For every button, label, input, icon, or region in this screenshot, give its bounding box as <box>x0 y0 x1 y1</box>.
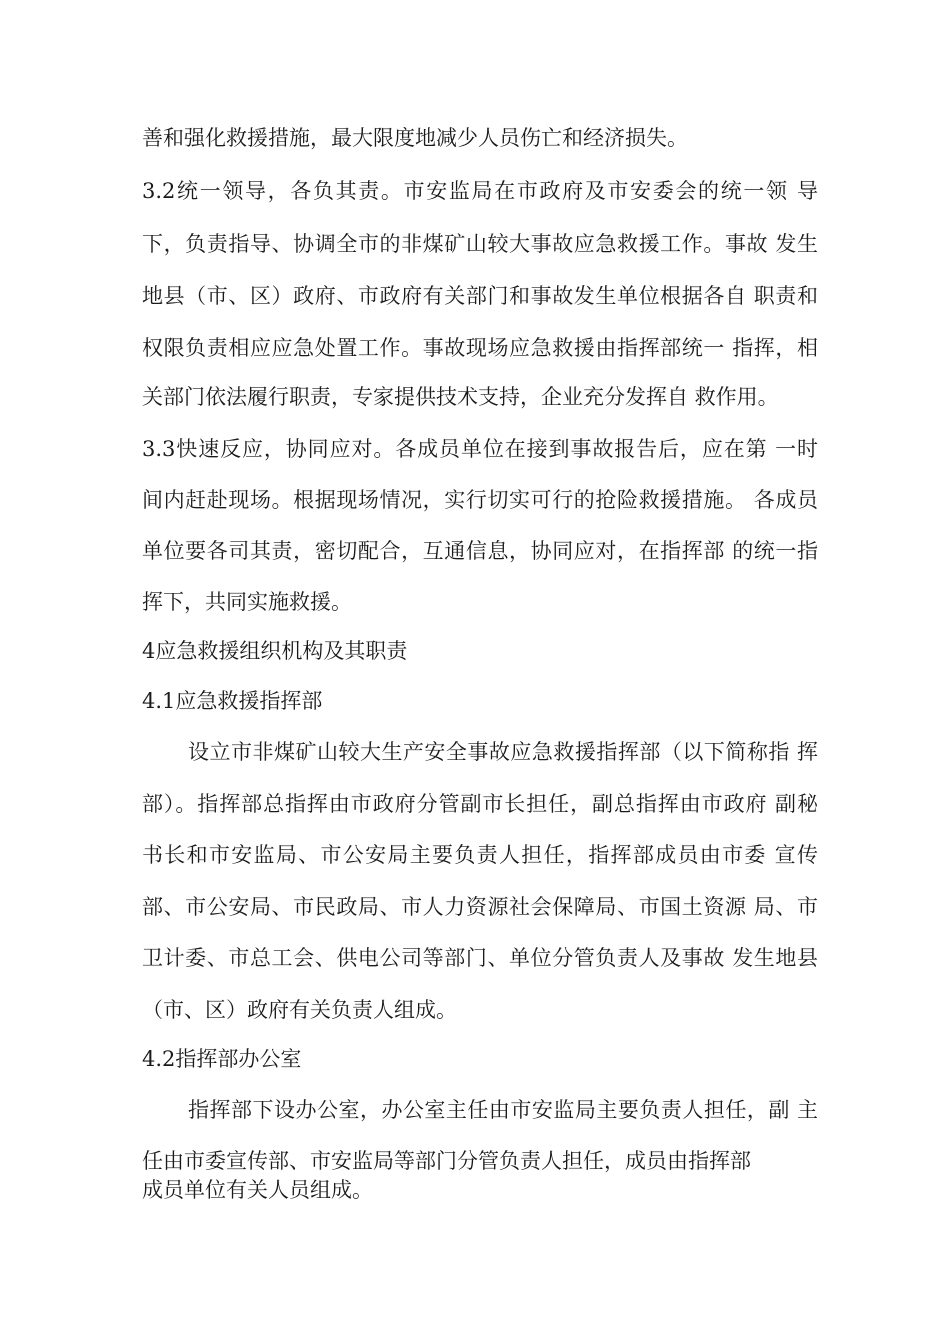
text-line: 3.3快速反应，协同应对。各成员单位在接到事故报告后，应在第 一时 <box>142 437 818 461</box>
text-line: 部、市公安局、市民政局、市人力资源社会保障局、市国土资源 局、市 <box>142 895 818 919</box>
subsection-heading: 4.1应急救援指挥部 <box>142 689 323 713</box>
text-line: 挥下，共同实施救援。 <box>142 590 352 614</box>
text-line: 卫计委、市总工会、供电公司等部门、单位分管负责人及事故 发生地县 <box>142 946 818 970</box>
text-line: 设立市非煤矿山较大生产安全事故应急救援指挥部（以下简称指 挥 <box>188 740 818 764</box>
text-line: （市、区）政府有关负责人组成。 <box>142 998 457 1022</box>
text-line: 善和强化救援措施，最大限度地减少人员伤亡和经济损失。 <box>142 126 688 150</box>
section-heading: 4应急救援组织机构及其职责 <box>142 639 408 663</box>
text-line: 3.2统一领导，各负其责。市安监局在市政府及市安委会的统一领 导 <box>142 179 818 203</box>
text-line: 下，负责指导、协调全市的非煤矿山较大事故应急救援工作。事故 发生 <box>142 232 818 256</box>
text-line: 成员单位有关人员组成。 <box>142 1178 373 1202</box>
subsection-heading: 4.2指挥部办公室 <box>142 1047 302 1071</box>
text-line: 书长和市安监局、市公安局主要负责人担任，指挥部成员由市委 宣传 <box>142 843 818 867</box>
text-line: 间内赶赴现场。根据现场情况，实行切实可行的抢险救援措施。 各成员 <box>142 488 818 512</box>
text-line: 指挥部下设办公室，办公室主任由市安监局主要负责人担任，副 主 <box>188 1098 818 1122</box>
text-line: 关部门依法履行职责，专家提供技术支持，企业充分发挥自 救作用。 <box>142 385 779 409</box>
text-line: 地县（市、区）政府、市政府有关部门和事故发生单位根据各自 职责和 <box>142 284 818 308</box>
text-line: 任由市委宣传部、市安监局等部门分管负责人担任，成员由指挥部 <box>142 1149 751 1173</box>
text-line: 部）。指挥部总指挥由市政府分管副市长担任，副总指挥由市政府 副秘 <box>142 792 818 816</box>
text-line: 单位要各司其责，密切配合，互通信息，协同应对，在指挥部 的统一指 <box>142 539 818 563</box>
text-line: 权限负责相应应急处置工作。事故现场应急救援由指挥部统一 指挥，相 <box>142 336 818 360</box>
